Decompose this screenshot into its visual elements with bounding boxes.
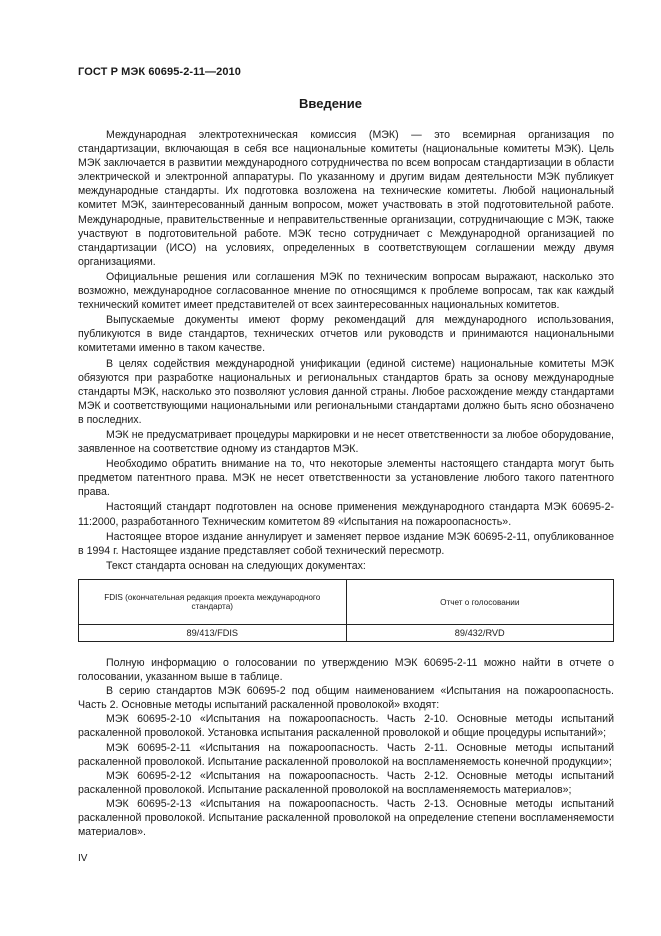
intro-body: [78, 128, 614, 573]
paragraph: Текст стандарта основан на следующих документах:: [106, 559, 366, 572]
paragraph: Полную информацию о голосовании по утверждению МЭК 60695-2-11 можно найти в отчете о голосовании, указанном выше в таблице.: [78, 657, 614, 684]
paragraph: Официальные решения или соглашения МЭК по техническим вопросам выражают, насколько это возможно, международное согласованное мнение по относящимся к проблеме вопросам, так как каждый технический комитет имеет представителей от всех заинтересованных национальных комитетов.: [78, 270, 614, 312]
series-body: [78, 656, 614, 839]
list-item: МЭК 60695-2-10 «Испытания на пожароопасность. Часть 2-10. Основные методы испытаний раскаленной проволокой. Установка испытания раскаленной проволокой и общие процедуры испытаний»;: [78, 713, 614, 740]
table-cell-rvd: 89/432/RVD: [346, 625, 614, 642]
paragraph: Международная электротехническая комиссия (МЭК) — это всемирная организация по стандартизации, включающая в себя все национальные комитеты (национальные комитеты МЭК). Цель МЭК заключается в развитии международного сотрудничества по всем вопросам стандартизации в области электрической и электронной аппаратуры. По указанному и другим видам деятельности МЭК публикует международные стандарты. Их подготовка возложена на технические комитеты. Любой национальный комитет МЭК, заинтересованный данным вопросом, может участвовать в этой подготовительной работе. Международные, правительственные и неправительственные организации, сотрудничающие с МЭК, также участвуют в подготовительной работе. МЭК тесно сотрудничает с Международной организацией по стандартизации (ИСО) на условиях, определенных в соответствующем соглашении между двумя организациями.: [78, 129, 614, 268]
table-row: [79, 625, 614, 642]
page-number: IV: [78, 853, 88, 864]
paragraph: В серию стандартов МЭК 60695-2 под общим наименованием «Испытания на пожароопасность. Часть 2. Основные методы испытаний раскаленной проволокой» входят:: [78, 685, 614, 712]
section-title: Введение: [299, 96, 362, 111]
list-item: МЭК 60695-2-13 «Испытания на пожароопасность. Часть 2-13. Основные методы испытаний раскаленной проволокой. Испытание раскаленной проволокой на определение степени воспламеняемости материалов».: [78, 797, 614, 839]
paragraph: Настоящее второе издание аннулирует и заменяет первое издание МЭК 60695-2-11, опубликованное в 1994 г. Настоящее издание представляет собой технический пересмотр.: [78, 530, 614, 557]
paragraph: Настоящий стандарт подготовлен на основе применения международного стандарта МЭК 60695-2-11:2000, разработанного Техническим комитетом 89 «Испытания на пожароопасность».: [78, 501, 614, 528]
document-header: ГОСТ Р МЭК 60695-2-11—2010: [78, 66, 241, 78]
list-item: МЭК 60695-2-11 «Испытания на пожароопасность. Часть 2-11. Основные методы испытаний раскаленной проволокой. Испытание раскаленной проволокой на воспламеняемость конечной продукции»;: [78, 741, 614, 768]
paragraph: В целях содействия международной унификации (единой системе) национальные комитеты МЭК обязуются при разработке национальных и региональных стандартов брать за основу международные стандарты МЭК, насколько это позволяют условия данной страны. Любое расхождение между стандартами МЭК и соответствующими национальными или региональными стандартами должно быть ясно обозначено в последних.: [78, 357, 614, 426]
table-header-fdis: FDIS (окончательная редакция проекта международного стандарта): [79, 580, 347, 625]
list-item: МЭК 60695-2-12 «Испытания на пожароопасность. Часть 2-12. Основные методы испытаний раскаленной проволокой. Испытание раскаленной проволокой на воспламеняемость материалов»;: [78, 769, 614, 796]
table-header-report: Отчет о голосовании: [346, 580, 614, 625]
table-cell-fdis: 89/413/FDIS: [79, 625, 347, 642]
paragraph: Необходимо обратить внимание на то, что некоторые элементы настоящего стандарта могут быть предметом патентного права. МЭК не несет ответственности за установление любого такого патентного права.: [78, 458, 614, 499]
table-header-row: [79, 580, 614, 625]
paragraph: Выпускаемые документы имеют форму рекомендаций для международного использования, публикуются в виде стандартов, технических отчетов или руководств и принимаются национальными комитетами именно в таком качестве.: [78, 314, 614, 355]
paragraph: МЭК не предусматривает процедуры маркировки и не несет ответственности за любое оборудование, заявленное на соответствие одному из стандартов МЭК.: [78, 428, 614, 456]
voting-table: [78, 579, 614, 642]
